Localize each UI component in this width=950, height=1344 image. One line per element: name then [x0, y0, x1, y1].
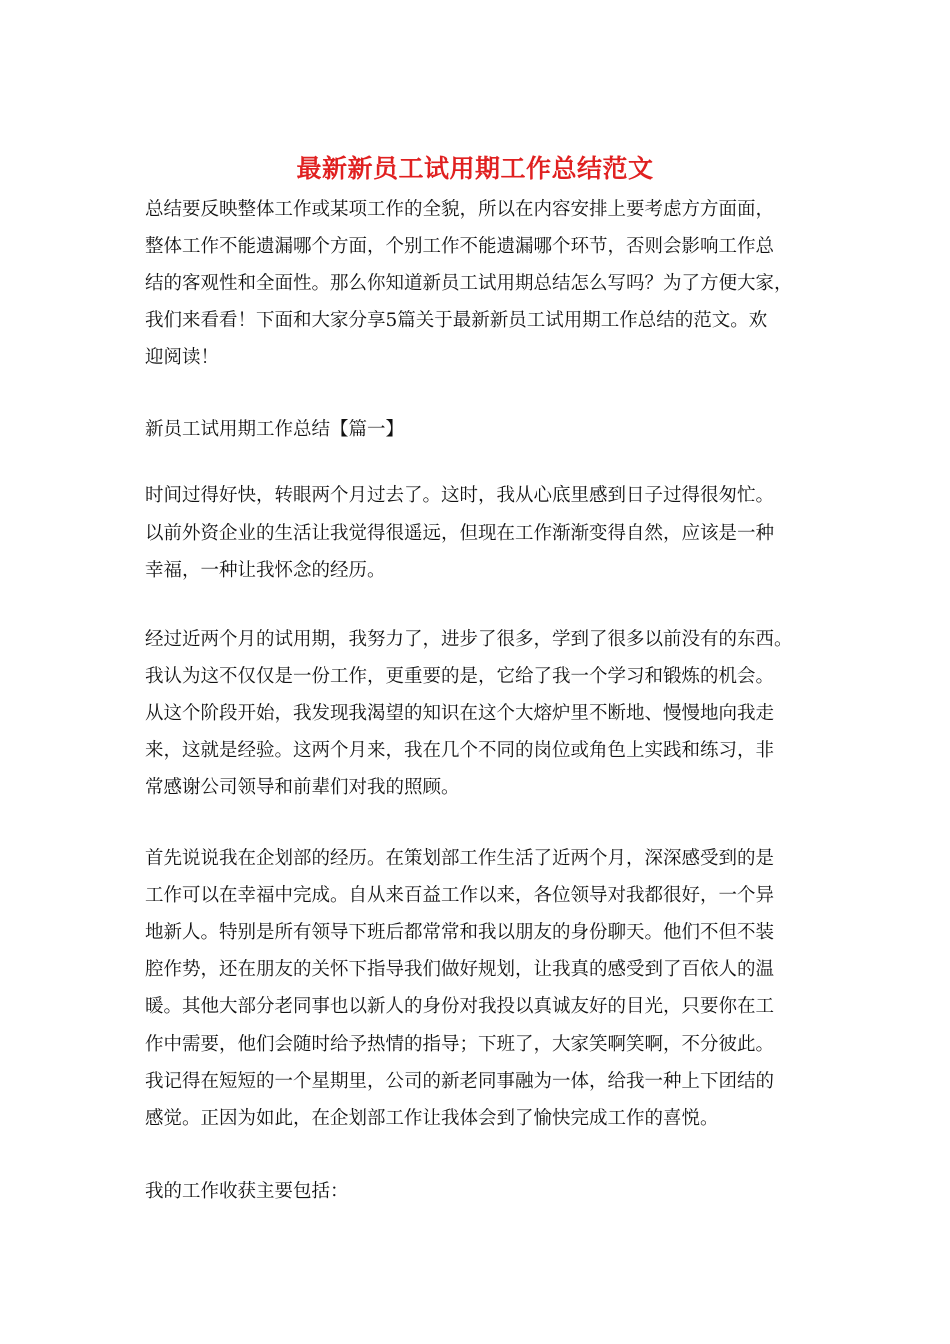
paragraph-3-line-3: 地新人。特别是所有领导下班后都常常和我以朋友的身份聊天。他们不但不装 — [145, 922, 775, 943]
paragraph-1-line-3: 幸福，一种让我怀念的经历。 — [145, 560, 386, 581]
document-title: 最新新员工试用期工作总结范文 — [296, 154, 654, 183]
paragraph-3-line-1: 首先说说我在企划部的经历。在策划部工作生活了近两个月，深深感受到的是 — [145, 848, 775, 869]
paragraph-1-line-1: 时间过得好快，转眼两个月过去了。这时，我从心底里感到日子过得很匆忙。 — [145, 485, 775, 506]
paragraph-3-line-5: 暖。其他大部分老同事也以新人的身份对我投以真诚友好的目光，只要你在工 — [145, 996, 775, 1017]
paragraph-4-line-1: 我的工作收获主要包括： — [145, 1181, 349, 1202]
intro-line-5: 迎阅读！ — [145, 347, 220, 368]
paragraph-3-line-4: 腔作势，还在朋友的关怀下指导我们做好规划，让我真的感受到了百依人的温 — [145, 959, 775, 980]
paragraph-2-line-5: 常感谢公司领导和前辈们对我的照顾。 — [145, 777, 460, 798]
paragraph-2-line-4: 来，这就是经验。这两个月来，我在几个不同的岗位或角色上实践和练习，非 — [145, 740, 775, 761]
paragraph-3-line-2: 工作可以在幸福中完成。自从来百益工作以来，各位领导对我都很好，一个异 — [145, 885, 775, 906]
intro-line-2: 整体工作不能遗漏哪个方面，个别工作不能遗漏哪个环节，否则会影响工作总 — [145, 236, 775, 257]
paragraph-3-line-6: 作中需要，他们会随时给予热情的指导；下班了，大家笑啊笑啊，不分彼此。 — [145, 1034, 775, 1055]
intro-line-1: 总结要反映整体工作或某项工作的全貌，所以在内容安排上要考虑方方面面， — [145, 199, 775, 220]
paragraph-3-line-7: 我记得在短短的一个星期里，公司的新老同事融为一体，给我一种上下团结的 — [145, 1071, 775, 1092]
intro-line-4: 我们来看看！下面和大家分享5篇关于最新新员工试用期工作总结的范文。欢 — [145, 310, 768, 331]
paragraph-2-line-2: 我认为这不仅仅是一份工作，更重要的是，它给了我一个学习和锻炼的机会。 — [145, 666, 775, 687]
paragraph-2-line-1: 经过近两个月的试用期，我努力了，进步了很多，学到了很多以前没有的东西。 — [145, 629, 793, 650]
intro-line-3: 结的客观性和全面性。那么你知道新员工试用期总结怎么写吗？为了方便大家， — [145, 273, 793, 294]
paragraph-3-line-8: 感觉。正因为如此，在企划部工作让我体会到了愉快完成工作的喜悦。 — [145, 1108, 719, 1129]
section-heading: 新员工试用期工作总结【篇一】 — [145, 419, 405, 440]
paragraph-1-line-2: 以前外资企业的生活让我觉得很遥远，但现在工作渐渐变得自然，应该是一种 — [145, 523, 775, 544]
paragraph-2-line-3: 从这个阶段开始，我发现我渴望的知识在这个大熔炉里不断地、慢慢地向我走 — [145, 703, 775, 724]
